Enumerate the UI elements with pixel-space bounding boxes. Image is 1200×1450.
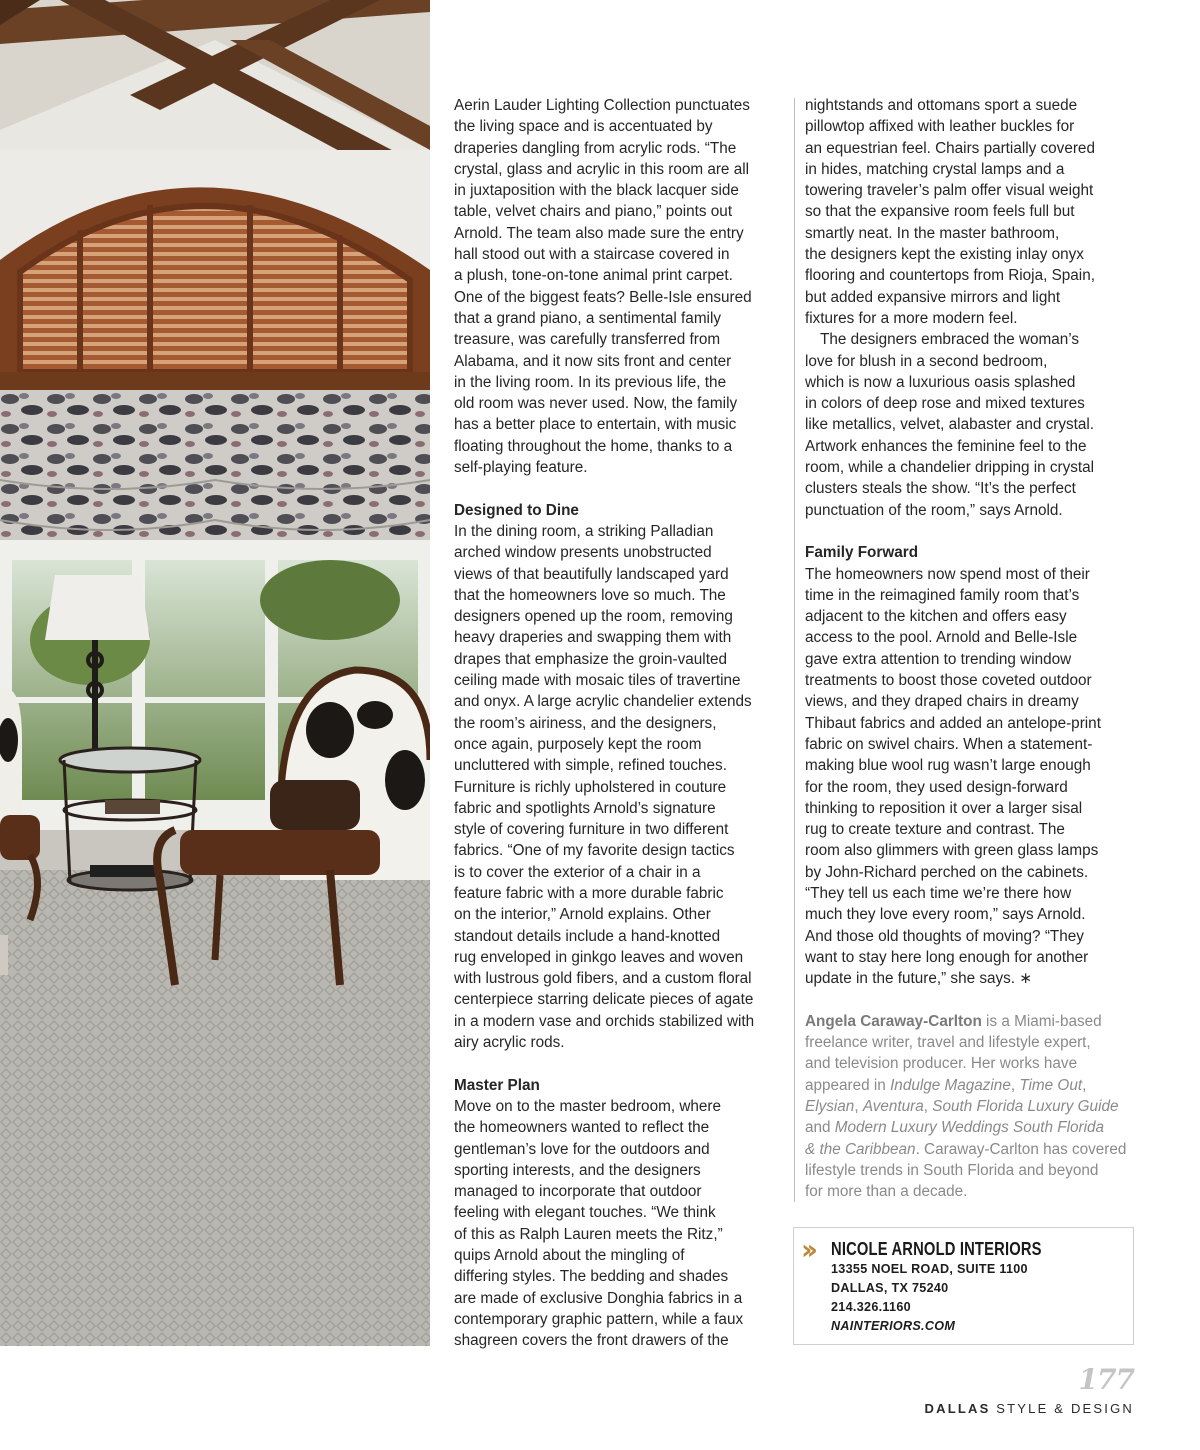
publication-name-rest: STYLE & DESIGN <box>990 1401 1134 1416</box>
text-line: which is now a luxurious oasis splashed <box>805 373 1076 391</box>
text-line: sporting interests, and the designers <box>454 1161 701 1179</box>
bio-text: , <box>923 1097 933 1115</box>
text-line: Arnold. The team also made sure the entry <box>454 224 744 242</box>
bio-text: for more than a decade. <box>805 1183 968 1201</box>
text-line: punctuation of the room,” says Arnold. <box>805 501 1063 519</box>
text-line: hall stood out with a staircase covered in <box>454 246 730 264</box>
text-line: in hides, matching crystal lamps and a <box>805 160 1065 178</box>
text-line: old room was never used. Now, the family <box>454 395 738 413</box>
text-line: uncluttered with simple, refined touches. <box>454 757 727 775</box>
text-line: an equestrian feel. Chairs partially covered <box>805 139 1095 157</box>
text-line: want to stay here long enough for another <box>805 948 1089 966</box>
text-line: of this as Ralph Lauren meets the Ritz,” <box>454 1225 723 1243</box>
text-line: “They tell us each time we’re there how <box>805 884 1072 902</box>
text-line: a plush, tone-on-tone animal print carpet. <box>454 267 733 285</box>
bio-text: and <box>805 1119 835 1137</box>
column-divider <box>794 98 795 1202</box>
article-column-2 <box>805 95 1140 1202</box>
section-heading-family-forward: Family Forward <box>805 544 919 562</box>
text-line: the room’s airiness, and the designers, <box>454 714 717 732</box>
text-line: Thibaut fabrics and added an antelope-print <box>805 714 1101 732</box>
text-line: floating throughout the home, thanks to a <box>454 437 733 455</box>
text-line: treatments to boost those coveted outdoor <box>805 672 1092 690</box>
publication-name-bold: DALLAS <box>924 1401 991 1416</box>
publication-title: South Florida Luxury Guide <box>932 1097 1119 1115</box>
text-line: that the homeowners love so much. The <box>454 586 726 604</box>
publication-title: & the Caribbean <box>805 1140 916 1158</box>
text-line: views, and they draped chairs in dreamy <box>805 693 1079 711</box>
text-line: standout details include a hand-knotted <box>454 927 721 945</box>
publication-name <box>925 1401 1134 1416</box>
text-line: Aerin Lauder Lighting Collection punctuates <box>454 97 750 114</box>
text-line: the homeowners wanted to reflect the <box>454 1119 710 1137</box>
text-line: gentleman’s love for the outdoors and <box>454 1140 710 1158</box>
text-line: the designers kept the existing inlay onyx <box>805 246 1084 264</box>
text-line: managed to incorporate that outdoor <box>454 1183 702 1201</box>
text-line: Alabama, and it now sits front and center <box>454 352 732 370</box>
text-line: drapes that emphasize the groin-vaulted <box>454 650 727 668</box>
text-line: clusters steals the show. “It’s the perfect <box>805 480 1076 498</box>
text-line: feeling with elegant touches. “We think <box>454 1204 716 1222</box>
text-line: centerpiece starring delicate pieces of agate <box>454 991 754 1009</box>
section-heading-designed-to-dine: Designed to Dine <box>454 501 579 519</box>
text-line: in a modern vase and orchids stabilized with <box>454 1012 755 1030</box>
text-line: thinking to reposition it over a larger sisal <box>805 799 1083 817</box>
text-line: Move on to the master bedroom, where <box>454 1097 721 1115</box>
text-line: shagreen covers the front drawers of the <box>454 1332 729 1350</box>
text-line: is to cover the exterior of a chair in a <box>454 863 701 881</box>
text-line: making blue wool rug wasn’t large enough <box>805 757 1091 775</box>
text-line: contemporary graphic pattern, while a faux <box>454 1310 744 1328</box>
text-line: much they love every room,” says Arnold. <box>805 906 1086 924</box>
bio-text: , <box>1010 1076 1020 1094</box>
text-line: once again, purposely kept the room <box>454 735 702 753</box>
city-address: DALLAS, TX 75240 <box>831 1281 949 1295</box>
publication-title: Elysian <box>805 1097 855 1115</box>
text-line: nightstands and ottomans sport a suede <box>805 97 1078 114</box>
text-line: self-playing feature. <box>454 459 588 477</box>
text-line: time in the reimagined family room that’s <box>805 586 1080 604</box>
text-line: by John-Richard perched on the cabinets. <box>805 863 1089 881</box>
text-line: fabrics. “One of my favorite design tactics <box>454 842 735 860</box>
text-line: table, velvet chairs and piano,” points out <box>454 203 733 221</box>
text-line: like metallics, velvet, alabaster and crystal. <box>805 416 1095 434</box>
business-name: NICOLE ARNOLD INTERIORS <box>831 1239 1042 1259</box>
street-address: 13355 NOEL ROAD, SUITE 1100 <box>831 1262 1028 1276</box>
publication-title: Aventura <box>862 1097 924 1115</box>
text-line: Artwork enhances the feminine feel to the <box>805 437 1087 455</box>
text-line: feature fabric with a more durable fabric <box>454 884 724 902</box>
text-line: in colors of deep rose and mixed textures <box>805 395 1085 413</box>
text-line: rug enveloped in ginkgo leaves and woven <box>454 948 744 966</box>
text-line: arched window presents unobstructed <box>454 544 712 562</box>
text-line: so that the expansive room feels full but <box>805 203 1075 221</box>
text-line: fixtures for a more modern feel. <box>805 309 1018 327</box>
publication-title: Modern Luxury Weddings South Florida <box>834 1119 1105 1137</box>
website-link[interactable]: NAINTERIORS.COM <box>831 1319 956 1333</box>
bio-text: appeared in <box>805 1076 891 1094</box>
text-line: treasure, was carefully transferred from <box>454 331 721 349</box>
interior-photo <box>0 0 430 1346</box>
text-line: but added expansive mirrors and light <box>805 288 1061 306</box>
bio-text: freelance writer, travel and lifestyle expert, <box>805 1034 1091 1052</box>
text-line: designers opened up the room, removing <box>454 608 733 626</box>
paragraph-family-room <box>805 564 1140 990</box>
text-line: room also glimmers with green glass lamps <box>805 842 1099 860</box>
resource-box <box>793 1227 1134 1345</box>
text-line: room, while a chandelier dripping in crystal <box>805 459 1095 477</box>
article-column-1 <box>454 95 786 1352</box>
double-chevron-icon: ›› <box>801 1233 813 1266</box>
text-line: smartly neat. In the master bathroom, <box>805 224 1060 242</box>
text-line: gave extra attention to trending window <box>805 650 1072 668</box>
bio-text: lifestyle trends in South Florida and beyond <box>805 1161 1099 1179</box>
text-line: crystal, glass and acrylic in this room are all <box>454 160 749 178</box>
author-name: Angela Caraway-Carlton <box>805 1012 982 1030</box>
bio-text: , <box>854 1097 863 1115</box>
text-line: style of covering furniture in two different <box>454 821 729 839</box>
text-line: adjacent to the kitchen and offers easy <box>805 608 1067 626</box>
text-line: draperies dangling from acrylic rods. “The <box>454 139 737 157</box>
text-line: towering traveler’s palm offer visual weight <box>805 182 1094 200</box>
text-line: with lustrous gold fibers, and a custom floral <box>454 970 752 988</box>
text-line: The homeowners now spend most of their <box>805 565 1090 583</box>
text-line: fabric and spotlights Arnold’s signature <box>454 799 716 817</box>
text-line: airy acrylic rods. <box>454 1034 565 1052</box>
text-line: pillowtop affixed with leather buckles for <box>805 118 1075 136</box>
text-line: love for blush in a second bedroom, <box>805 352 1048 370</box>
publication-title: Time Out <box>1019 1076 1083 1094</box>
text-line: flooring and countertops from Rioja, Spain, <box>805 267 1095 285</box>
text-line: And those old thoughts of moving? “They <box>805 927 1084 945</box>
text-line: in the living room. In its previous life, the <box>454 373 727 391</box>
paragraph-master-bedroom-continued <box>805 95 1140 329</box>
text-line: are made of exclusive Donghia fabrics in a <box>454 1289 743 1307</box>
publication-title: Indulge Magazine <box>890 1076 1011 1094</box>
bio-text: . Caraway-Carlton has covered <box>915 1140 1127 1158</box>
text-line: In the dining room, a striking Palladian <box>454 522 714 540</box>
text-line: One of the biggest feats? Belle-Isle ensured <box>454 288 752 306</box>
text-line: heavy draperies and swapping them with <box>454 629 732 647</box>
text-line: has a better place to entertain, with music <box>454 416 737 434</box>
text-line: fabric on swivel chairs. When a statement- <box>805 735 1093 753</box>
page-number: 177 <box>1078 1363 1134 1396</box>
bio-text: , <box>1082 1076 1087 1094</box>
text-line: update in the future,” she says. ∗ <box>805 970 1033 988</box>
paragraph-living-room <box>454 95 786 478</box>
author-bio <box>805 1011 1140 1203</box>
text-line: views of that beautifully landscaped yard <box>454 565 729 583</box>
phone-number: 214.326.1160 <box>831 1300 911 1314</box>
section-heading-master-plan: Master Plan <box>454 1076 540 1094</box>
paragraph-dining-room <box>454 521 786 1053</box>
text-line: ceiling made with mosaic tiles of travertine <box>454 672 741 690</box>
text-line: Furniture is richly upholstered in couture <box>454 778 727 796</box>
text-line: rug to create texture and contrast. The <box>805 821 1065 839</box>
paragraph-master-bedroom <box>454 1096 786 1352</box>
text-line: access to the pool. Arnold and Belle-Isle <box>805 629 1078 647</box>
text-line: for the room, they used design-forward <box>805 778 1068 796</box>
text-line: The designers embraced the woman’s <box>820 331 1080 349</box>
bio-text: and television producer. Her works have <box>805 1055 1078 1073</box>
text-line: quips Arnold about the mingling of <box>454 1247 685 1265</box>
text-line: the living space and is accentuated by <box>454 118 713 136</box>
text-line: and onyx. A large acrylic chandelier extends <box>454 693 752 711</box>
text-line: in juxtaposition with the black lacquer side <box>454 182 739 200</box>
text-line: differing styles. The bedding and shades <box>454 1268 729 1286</box>
text-line: that a grand piano, a sentimental family <box>454 309 722 327</box>
text-line: on the interior,” Arnold explains. Other <box>454 906 711 924</box>
paragraph-second-bedroom <box>805 329 1140 521</box>
bio-text: is a Miami-based <box>981 1012 1102 1030</box>
